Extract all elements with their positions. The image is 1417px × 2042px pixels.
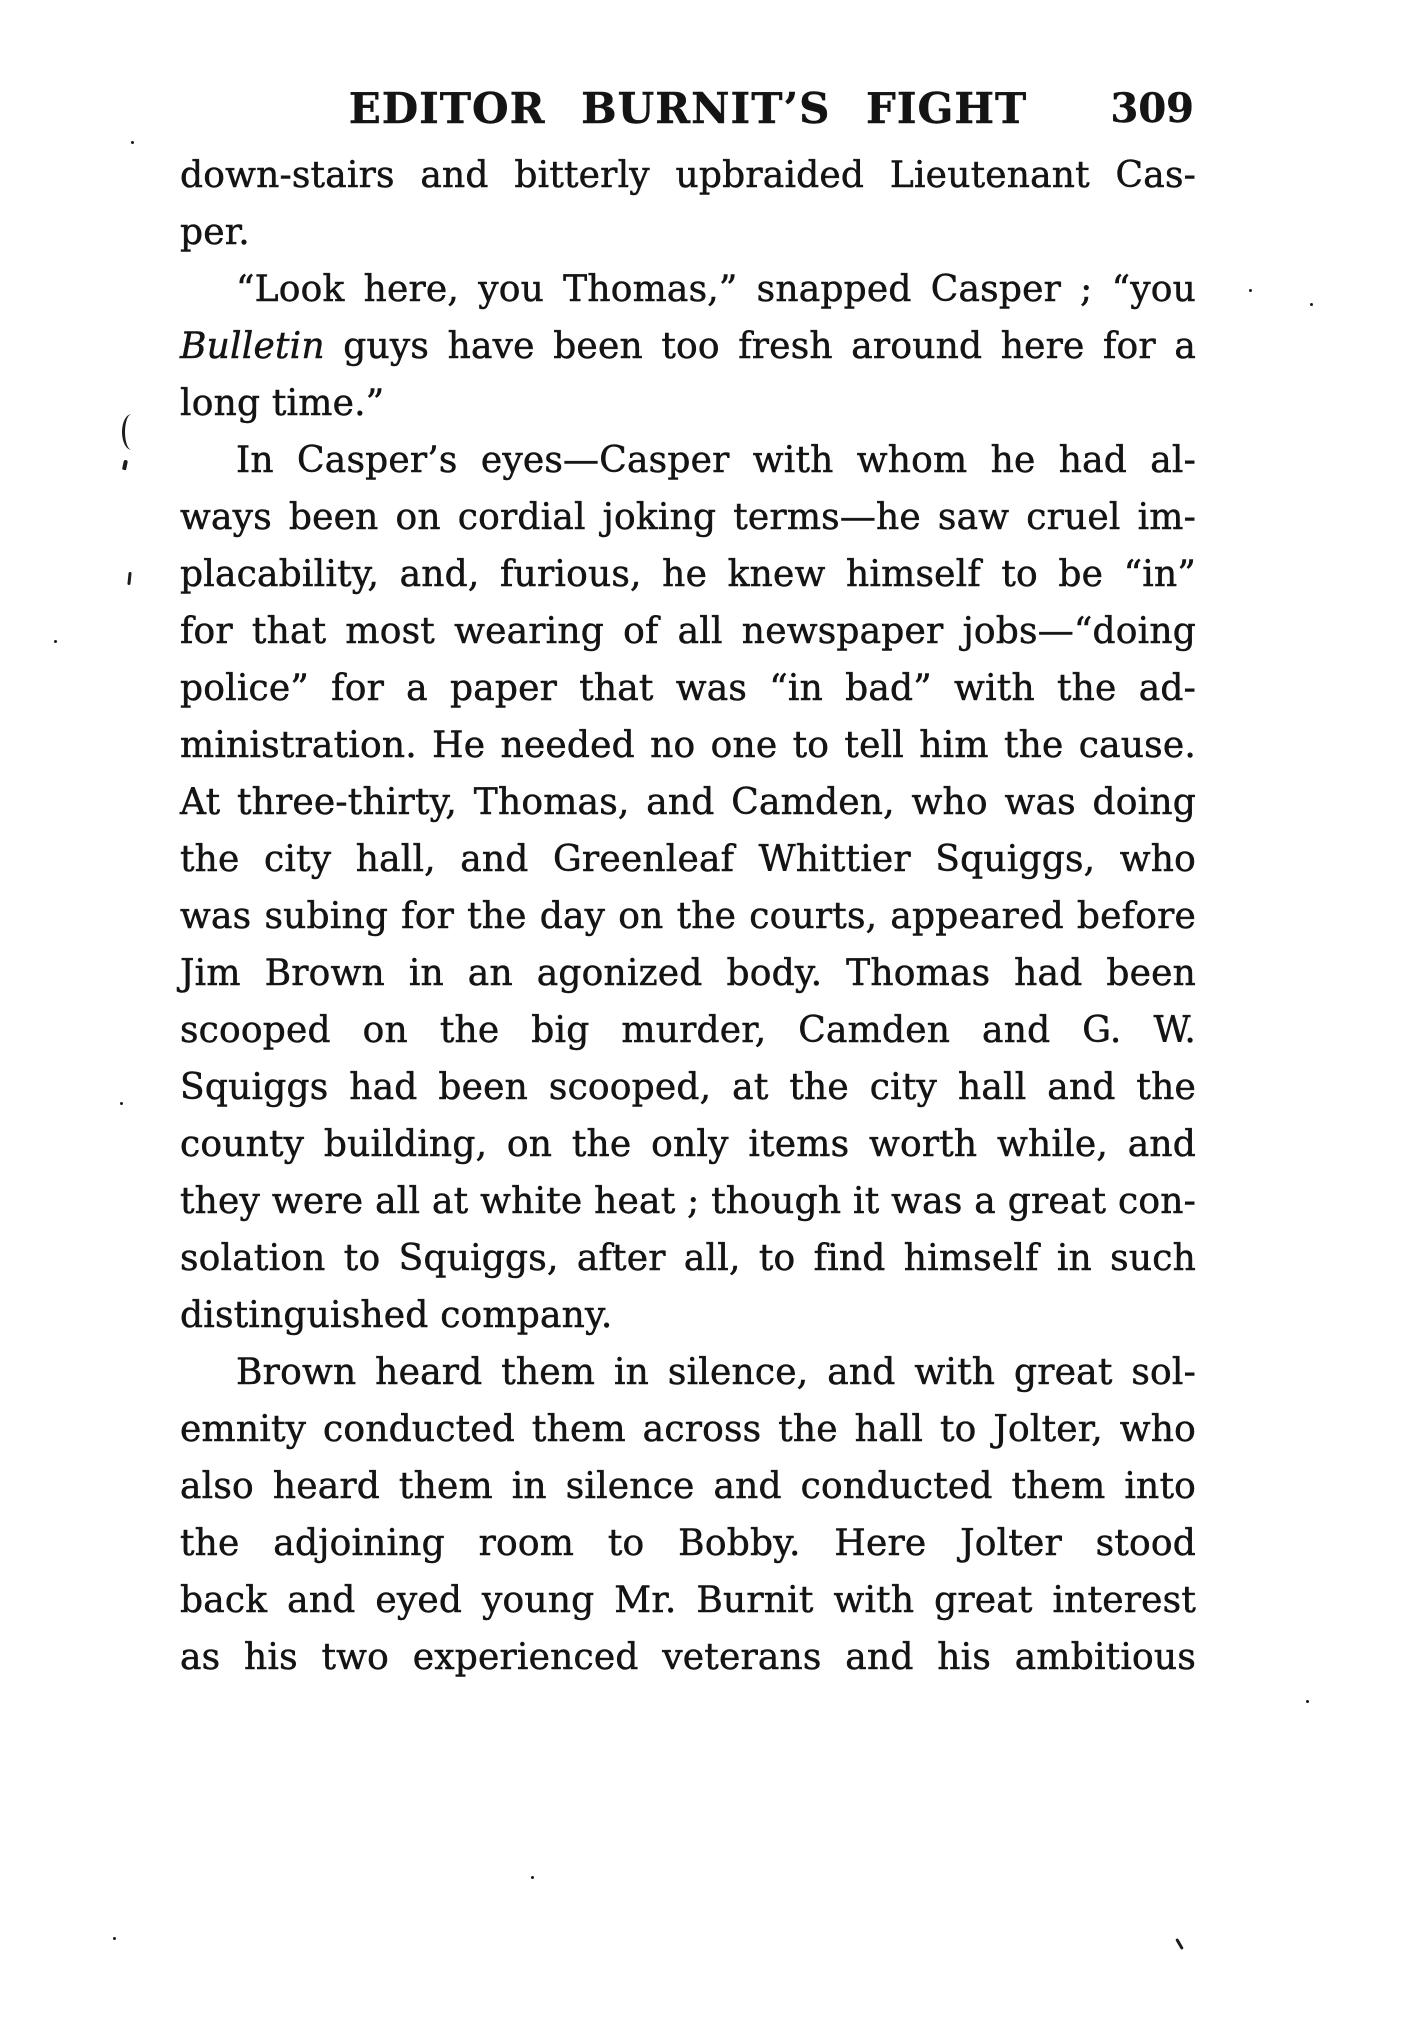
text-line: Squiggs had been scooped, at the city hall and the [180, 1067, 1196, 1108]
scan-speck [127, 572, 131, 585]
body-text [180, 147, 1196, 1686]
text-line: as his two experienced veterans and his ambitious [180, 1637, 1196, 1678]
text-line: also heard them in silence and conducted them into [180, 1466, 1196, 1507]
text-line: down-stairs and bitterly upbraided Lieutenant Cas- [180, 155, 1196, 196]
text-line: ministration. He needed no one to tell him the cause. [180, 725, 1196, 766]
text-line: the adjoining room to Bobby. Here Jolter stood [180, 1523, 1196, 1564]
text-line: they were all at white heat ; though it was a great con- [180, 1181, 1196, 1222]
scan-speck [122, 460, 128, 471]
text-line: Jim Brown in an agonized body. Thomas had been [180, 953, 1196, 994]
text-line: At three-thirty, Thomas, and Camden, who was doing [180, 782, 1196, 823]
scan-speck [1249, 289, 1252, 292]
text-line: placability, and, furious, he knew himself to be “in” [180, 554, 1196, 595]
scan-speck [1310, 303, 1313, 306]
text-line: back and eyed young Mr. Burnit with great interest [180, 1580, 1196, 1621]
text-line: emnity conducted them across the hall to Jolter, who [180, 1409, 1196, 1450]
text-line: long time.” [180, 383, 385, 424]
scan-speck [54, 640, 57, 643]
text-line: county building, on the only items worth while, and [180, 1124, 1196, 1165]
scan-speck [531, 1876, 534, 1879]
scan-speck [113, 1937, 116, 1940]
italic-word: Bulletin [180, 326, 325, 367]
text-line: distinguished company. [180, 1295, 613, 1336]
text-line: scooped on the big murder, Camden and G. W. [180, 1010, 1196, 1051]
text-line: ways been on cordial joking terms—he saw cruel im- [180, 497, 1196, 538]
scan-speck [1175, 1938, 1184, 1950]
text-line: Brown heard them in silence, and with great sol- [236, 1352, 1196, 1393]
scan-speck [122, 414, 134, 450]
text-line: Bulletin guys have been too fresh around here for a [180, 326, 1196, 367]
text-line: “Look here, you Thomas,” snapped Casper ; “you [236, 269, 1196, 310]
text-line: was subing for the day on the courts, appeared before [180, 896, 1196, 937]
text-line: per. [180, 212, 250, 253]
page-header [180, 84, 1196, 134]
scan-speck [131, 141, 134, 144]
text-line: the city hall, and Greenleaf Whittier Squiggs, who [180, 839, 1196, 880]
text-line: for that most wearing of all newspaper jobs—“doing [180, 611, 1196, 652]
text-line: solation to Squiggs, after all, to find himself in such [180, 1238, 1196, 1279]
page-number: 309 [1110, 85, 1194, 132]
scan-speck [120, 1102, 123, 1105]
text-line: In Casper’s eyes—Casper with whom he had al- [236, 440, 1196, 481]
scan-speck [1306, 1700, 1309, 1703]
text-line: police” for a paper that was “in bad” with the ad- [180, 668, 1196, 709]
running-title: EDITOR BURNIT’S FIGHT [348, 84, 1028, 133]
